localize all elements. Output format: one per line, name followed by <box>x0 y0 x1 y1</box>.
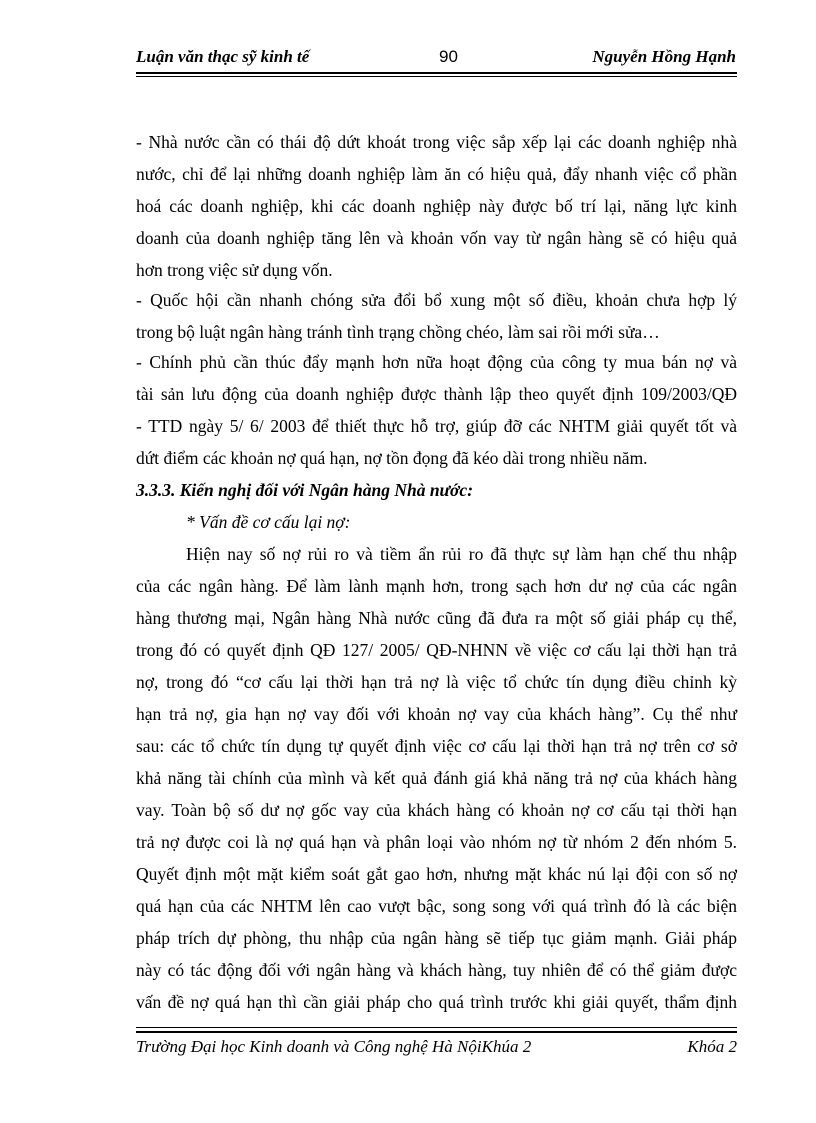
body-line: của các ngân hàng. Để làm lành mạnh hơn, trong sạch hơn dư nợ của các ngân <box>136 576 737 596</box>
body-line: doanh của doanh nghiệp tăng lên và khoản vốn vay từ ngân hàng sẽ có hiệu quả <box>136 228 737 248</box>
header-author: Nguyễn Hồng Hạnh <box>592 47 736 66</box>
body-line: hạn trả nợ, gia hạn nợ vay đối với khoản nợ vay của khách hàng”. Cụ thể như <box>136 704 737 724</box>
body-line: - Chính phủ cần thúc đẩy mạnh hơn nữa hoạt động của công ty mua bán nợ và <box>136 352 737 372</box>
section-heading: 3.3.3. Kiến nghị đối với Ngân hàng Nhà nước: <box>136 480 474 500</box>
page-number: 90 <box>439 47 458 66</box>
body-line: Quyết định một mặt kiểm soát gắt gao hơn, nhưng mặt khác nú lại đội con số nợ <box>136 864 737 884</box>
footer-university: Trường Đại học Kinh doanh và Công nghệ Hà NộiKhúa 2 <box>136 1037 532 1056</box>
body-line: hơn trong việc sử dụng vốn. <box>136 260 333 280</box>
page-header <box>136 47 736 71</box>
body-line: pháp trích dự phòng, thu nhập của ngân hàng sẽ tiếp tục giảm mạnh. Giải pháp <box>136 928 737 948</box>
header-thesis-title: Luận văn thạc sỹ kinh tế <box>136 47 310 66</box>
body-line: - Nhà nước cần có thái độ dứt khoát trong việc sắp xếp lại các doanh nghiệp nhà <box>136 132 737 152</box>
body-line: vấn đề nợ quá hạn thì cần giải pháp cho quá trình trước khi giải quyết, thẩm định <box>136 992 737 1012</box>
header-rule-thick <box>136 72 737 74</box>
body-line: hàng thương mại, Ngân hàng Nhà nước cũng đã đưa ra một số giải pháp cụ thể, <box>136 608 737 628</box>
footer-rule-thick <box>136 1031 737 1033</box>
body-line: dứt điểm các khoản nợ quá hạn, nợ tồn đọng đã kéo dài trong nhiều năm. <box>136 448 648 468</box>
body-line: hoá các doanh nghiệp, khi các doanh nghiệp này được bố trí lại, năng lực kinh <box>136 196 737 216</box>
page-footer <box>136 1037 737 1061</box>
body-line: này có tác động đối với ngân hàng và khách hàng, tuy nhiên để có thể giảm được <box>136 960 737 980</box>
body-line: khả năng tài chính của mình và kết quả đánh giá khả năng trả nợ của khách hàng <box>136 768 737 788</box>
body-line: nợ, trong đó “cơ cấu lại thời hạn trả nợ là việc tổ chức tín dụng điều chỉnh kỳ <box>136 672 737 692</box>
body-line: nước, chỉ để lại những doanh nghiệp làm ăn có hiệu quả, đẩy nhanh việc cổ phần <box>136 164 737 184</box>
body-line: vay. Toàn bộ số dư nợ gốc vay của khách hàng có khoản nợ cơ cấu tại thời hạn <box>136 800 737 820</box>
body-line: quá hạn của các NHTM lên cao vượt bậc, song song với quá trình đó là các biện <box>136 896 737 916</box>
body-line: Hiện nay số nợ rủi ro và tiềm ẩn rủi ro đã thực sự làm hạn chế thu nhập <box>186 544 737 564</box>
body-line: - TTD ngày 5/ 6/ 2003 để thiết thực hỗ trợ, giúp đỡ các NHTM giải quyết tốt và <box>136 416 737 436</box>
footer-course: Khóa 2 <box>687 1037 737 1056</box>
body-line: trong bộ luật ngân hàng tránh tình trạng chồng chéo, làm sai rồi mới sửa… <box>136 322 660 342</box>
header-rule-thin <box>136 76 737 77</box>
subsection-heading: * Vấn đề cơ cấu lại nợ: <box>186 512 351 532</box>
body-line: sau: các tổ chức tín dụng tự quyết định việc cơ cấu lại thời hạn trả nợ trên cơ sở <box>136 736 737 756</box>
body-line: trong đó có quyết định QĐ 127/ 2005/ QĐ-NHNN về việc cơ cấu lại thời hạn trả <box>136 640 737 660</box>
footer-rule-thin <box>136 1027 737 1028</box>
body-line: trả nợ được coi là nợ quá hạn và phân loại vào nhóm nợ từ nhóm 2 đến nhóm 5. <box>136 832 737 852</box>
body-line: tài sản lưu động của doanh nghiệp được thành lập theo quyết định 109/2003/QĐ <box>136 384 737 404</box>
body-line: - Quốc hội cần nhanh chóng sửa đổi bổ xung một số điều, khoản chưa hợp lý <box>136 290 737 310</box>
